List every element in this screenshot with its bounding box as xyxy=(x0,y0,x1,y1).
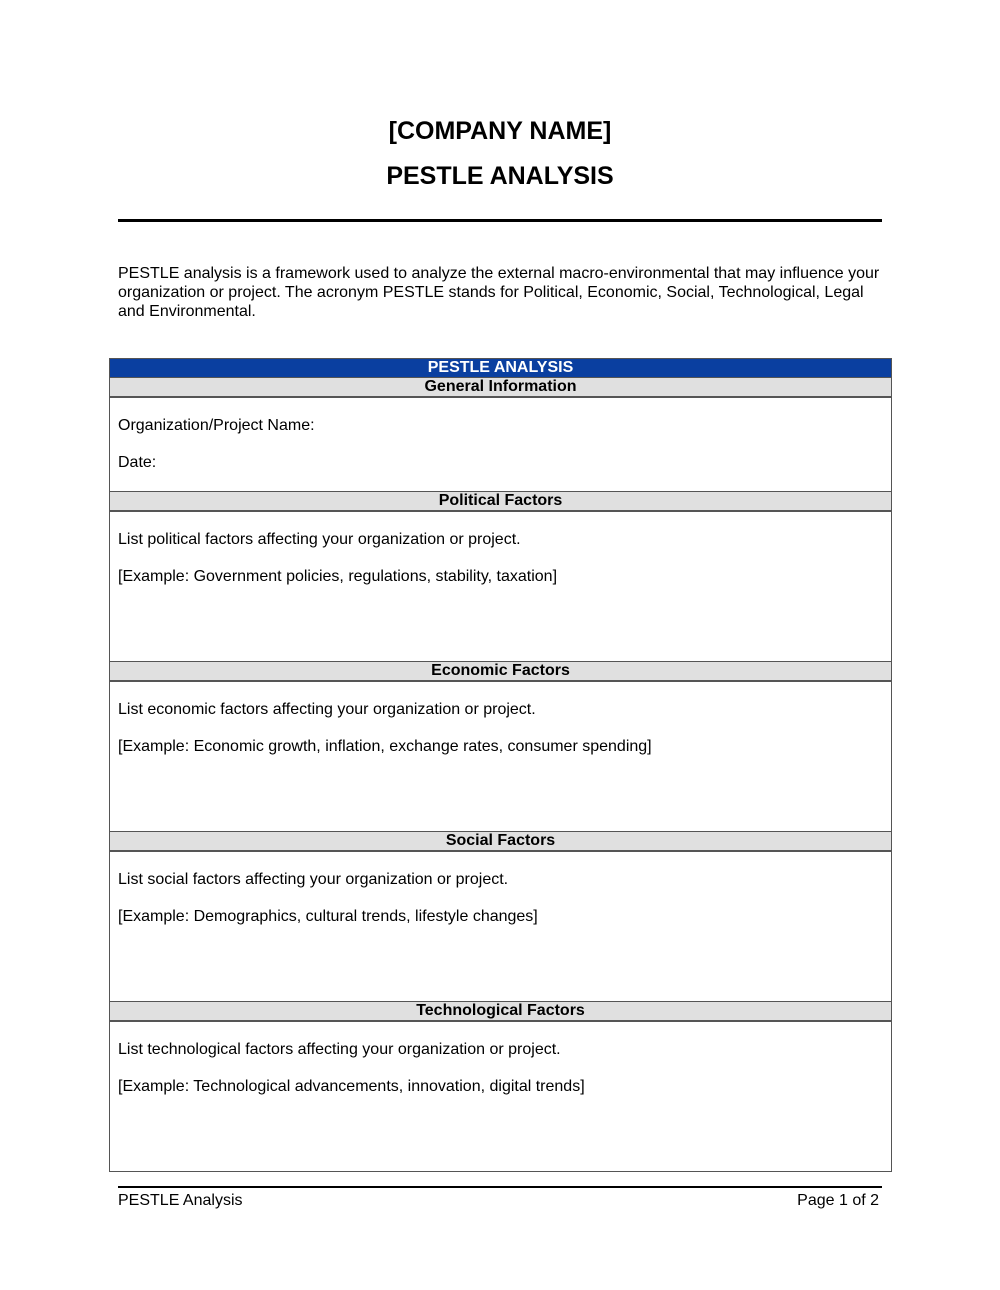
section-example: [Example: Economic growth, inflation, exchange rates, consumer spending] xyxy=(118,738,652,755)
intro-paragraph: PESTLE analysis is a framework used to analyze the external macro-environmental that may influence your organization or project. The acronym PESTLE stands for Political, Economic, Social, Technological, Legal and Environmental. xyxy=(118,265,880,320)
section-body-social[interactable] xyxy=(110,851,892,1002)
pestle-table xyxy=(109,358,892,1172)
section-prompt: List economic factors affecting your organization or project. xyxy=(118,701,536,718)
footer-title: PESTLE Analysis xyxy=(118,1192,243,1209)
document-title: PESTLE ANALYSIS xyxy=(386,162,614,190)
section-heading-technological: Technological Factors xyxy=(110,1002,892,1022)
org-name-label: Organization/Project Name: xyxy=(118,417,315,434)
page-number: Page 1 of 2 xyxy=(797,1192,879,1209)
section-prompt: List technological factors affecting your organization or project. xyxy=(118,1041,561,1058)
section-body-economic[interactable] xyxy=(110,681,892,832)
section-heading-social: Social Factors xyxy=(110,832,892,852)
section-example: [Example: Government policies, regulations, stability, taxation] xyxy=(118,568,558,585)
section-prompt: List political factors affecting your organization or project. xyxy=(118,531,521,548)
title-divider xyxy=(118,219,882,222)
footer-divider xyxy=(118,1186,882,1188)
section-body-general[interactable] xyxy=(110,397,892,492)
section-body-political[interactable] xyxy=(110,511,892,662)
table-title: PESTLE ANALYSIS xyxy=(110,359,892,378)
company-name: [COMPANY NAME] xyxy=(388,117,612,145)
date-label: Date: xyxy=(118,454,157,471)
section-heading-economic: Economic Factors xyxy=(110,662,892,682)
section-heading-general: General Information xyxy=(110,378,892,398)
section-heading-political: Political Factors xyxy=(110,492,892,512)
section-example: [Example: Technological advancements, innovation, digital trends] xyxy=(118,1078,585,1095)
section-body-technological[interactable] xyxy=(110,1021,892,1172)
section-example: [Example: Demographics, cultural trends, lifestyle changes] xyxy=(118,908,538,925)
section-prompt: List social factors affecting your organization or project. xyxy=(118,871,509,888)
